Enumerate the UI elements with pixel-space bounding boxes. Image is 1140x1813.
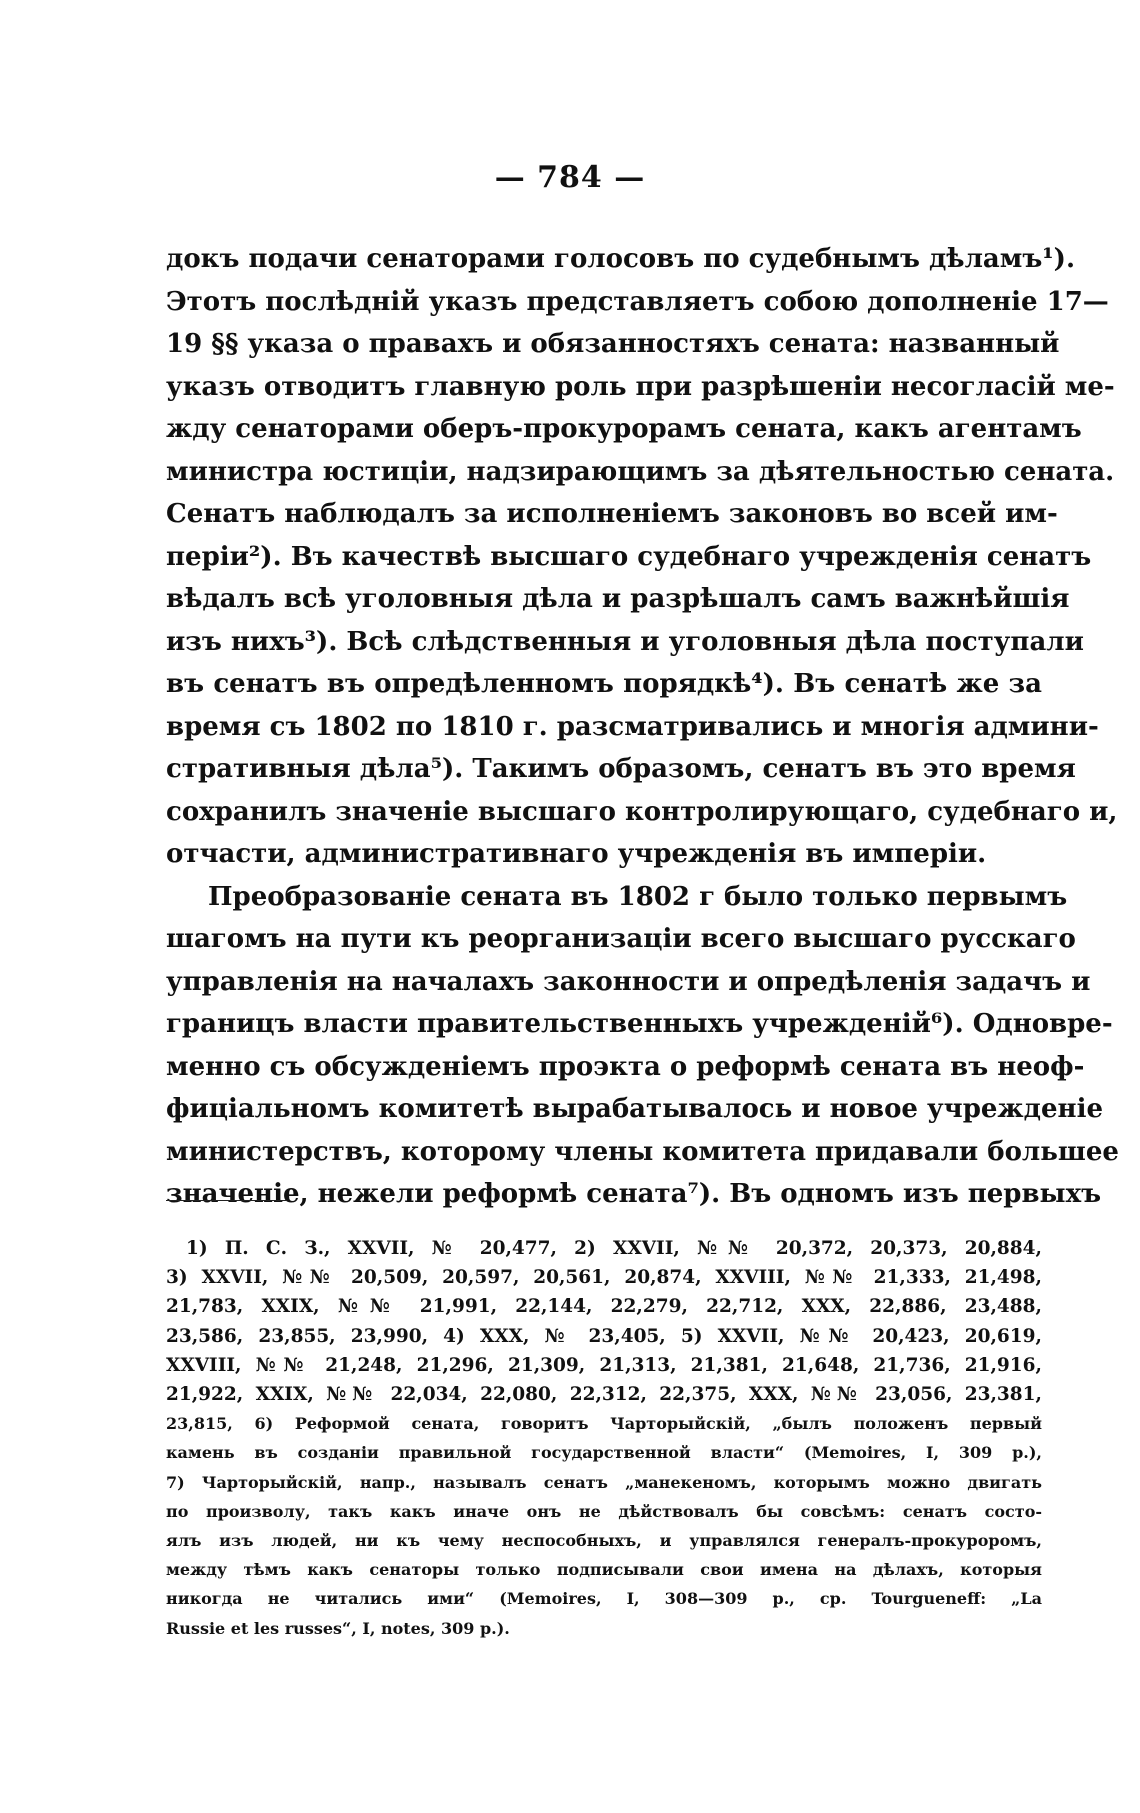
footnote-line: 7) Чарторыйскій, напр., называлъ сенатъ „манекеномъ, которымъ можно двигать	[166, 1472, 1042, 1492]
footnote-line: по произволу, такъ какъ иначе онъ не дѣйствовалъ бы совсѣмъ: сенатъ состо-	[166, 1501, 1042, 1521]
footnote-line: 21,783, XXIX, №№ 21,991, 22,144, 22,279, 22,712, XXX, 22,886, 23,488,	[166, 1296, 1042, 1318]
text-line: Этотъ послѣдній указъ представляетъ собою дополненіе 17—	[166, 286, 1109, 317]
footnote-line: между тѣмъ какъ сенаторы только подписывали свои имена на дѣлахъ, которыя	[166, 1560, 1042, 1580]
footnote-line: 21,922, XXIX, №№ 22,034, 22,080, 22,312, 22,375, XXX, №№ 23,056, 23,381,	[166, 1384, 1042, 1406]
footnote-line: 1) П. С. З., XXVII, № 20,477, 2) XXVII, №№ 20,372, 20,373, 20,884,	[186, 1238, 1042, 1259]
text-line: фиціальномъ комитетѣ вырабатывалось и новое учрежденіе	[166, 1094, 1103, 1124]
text-line: министерствъ, которому члены комитета придавали большее	[166, 1136, 1119, 1167]
text-line: изъ нихъ³). Всѣ слѣдственныя и уголовныя дѣла поступали	[166, 626, 1084, 657]
text-line: стративныя дѣла⁵). Такимъ образомъ, сенатъ въ это время	[166, 754, 1076, 784]
footnote-line: Russie et les russes“, I, notes, 309 p.).	[166, 1618, 510, 1638]
text-line: управленія на началахъ законности и опредѣленія задачъ и	[166, 966, 1091, 997]
footnote-line: 23,586, 23,855, 23,990, 4) XXX, № 23,405, 5) XXVII, №№ 20,423, 20,619,	[166, 1325, 1042, 1347]
footnote-line: камень въ созданіи правильной государственной власти“ (Memoires, I, 309 p.),	[166, 1443, 1042, 1463]
footnote-line: ялъ изъ людей, ни къ чему неспособныхъ, и управлялся генералъ-прокуроромъ,	[166, 1531, 1042, 1551]
text-line: вѣдалъ всѣ уголовныя дѣла и разрѣшалъ самъ важнѣйшія	[166, 584, 1070, 614]
text-line: Сенатъ наблюдалъ за исполненіемъ законовъ во всей им-	[166, 499, 1058, 529]
text-line: значеніе, нежели реформѣ сената⁷). Въ одномъ изъ первыхъ	[166, 1179, 1102, 1209]
text-line: время съ 1802 по 1810 г. разсматривались и многія админи-	[166, 711, 1099, 742]
footnote-line: 3) XXVII, №№ 20,509, 20,597, 20,561, 20,874, XXVIII, №№ 21,333, 21,498,	[166, 1267, 1042, 1289]
footnote-line: 23,815, 6) Реформой сената, говоритъ Чарторыйскій, „былъ положенъ первый	[166, 1414, 1042, 1434]
footnote-divider	[166, 1200, 286, 1201]
main-text	[166, 238, 1119, 1216]
footnote-line: никогда не читались ими“ (Memoires, I, 308—309 p., ср. Tourgueneff: „La	[166, 1589, 1042, 1609]
footnotes	[166, 1234, 1042, 1643]
text-line: отчасти, административнаго учрежденія въ имперіи.	[166, 839, 987, 869]
text-line: менно съ обсужденіемъ проэкта о реформѣ сената въ неоф-	[166, 1051, 1085, 1082]
paragraph-start-line: Преобразованіе сената въ 1802 г было только первымъ	[208, 881, 1068, 912]
text-line: указъ отводитъ главную роль при разрѣшеніи несогласій ме-	[166, 371, 1115, 402]
text-line: въ сенатъ въ опредѣленномъ порядкѣ⁴). Въ сенатѣ же за	[166, 669, 1042, 699]
text-line: министра юстиціи, надзирающимъ за дѣятельностью сената.	[166, 456, 1115, 487]
text-line: границъ власти правительственныхъ учрежденій⁶). Одновре-	[166, 1009, 1113, 1039]
text-line: 19 §§ указа о правахъ и обязанностяхъ сената: названный	[166, 329, 1060, 359]
text-line: шагомъ на пути къ реорганизаціи всего высшаго русскаго	[166, 924, 1076, 954]
text-line: сохранилъ значеніе высшаго контролирующаго, судебнаго и,	[166, 796, 1118, 827]
page-number: — 784 —	[494, 160, 646, 195]
text-line: періи²). Въ качествѣ высшаго судебнаго учрежденія сенатъ	[166, 541, 1092, 572]
text-line: докъ подачи сенаторами голосовъ по судебнымъ дѣламъ¹).	[166, 244, 1076, 274]
text-line: жду сенаторами оберъ-прокурорамъ сената, какъ агентамъ	[166, 414, 1082, 444]
footnote-line: XXVIII, №№ 21,248, 21,296, 21,309, 21,313, 21,381, 21,648, 21,736, 21,916,	[166, 1354, 1042, 1376]
